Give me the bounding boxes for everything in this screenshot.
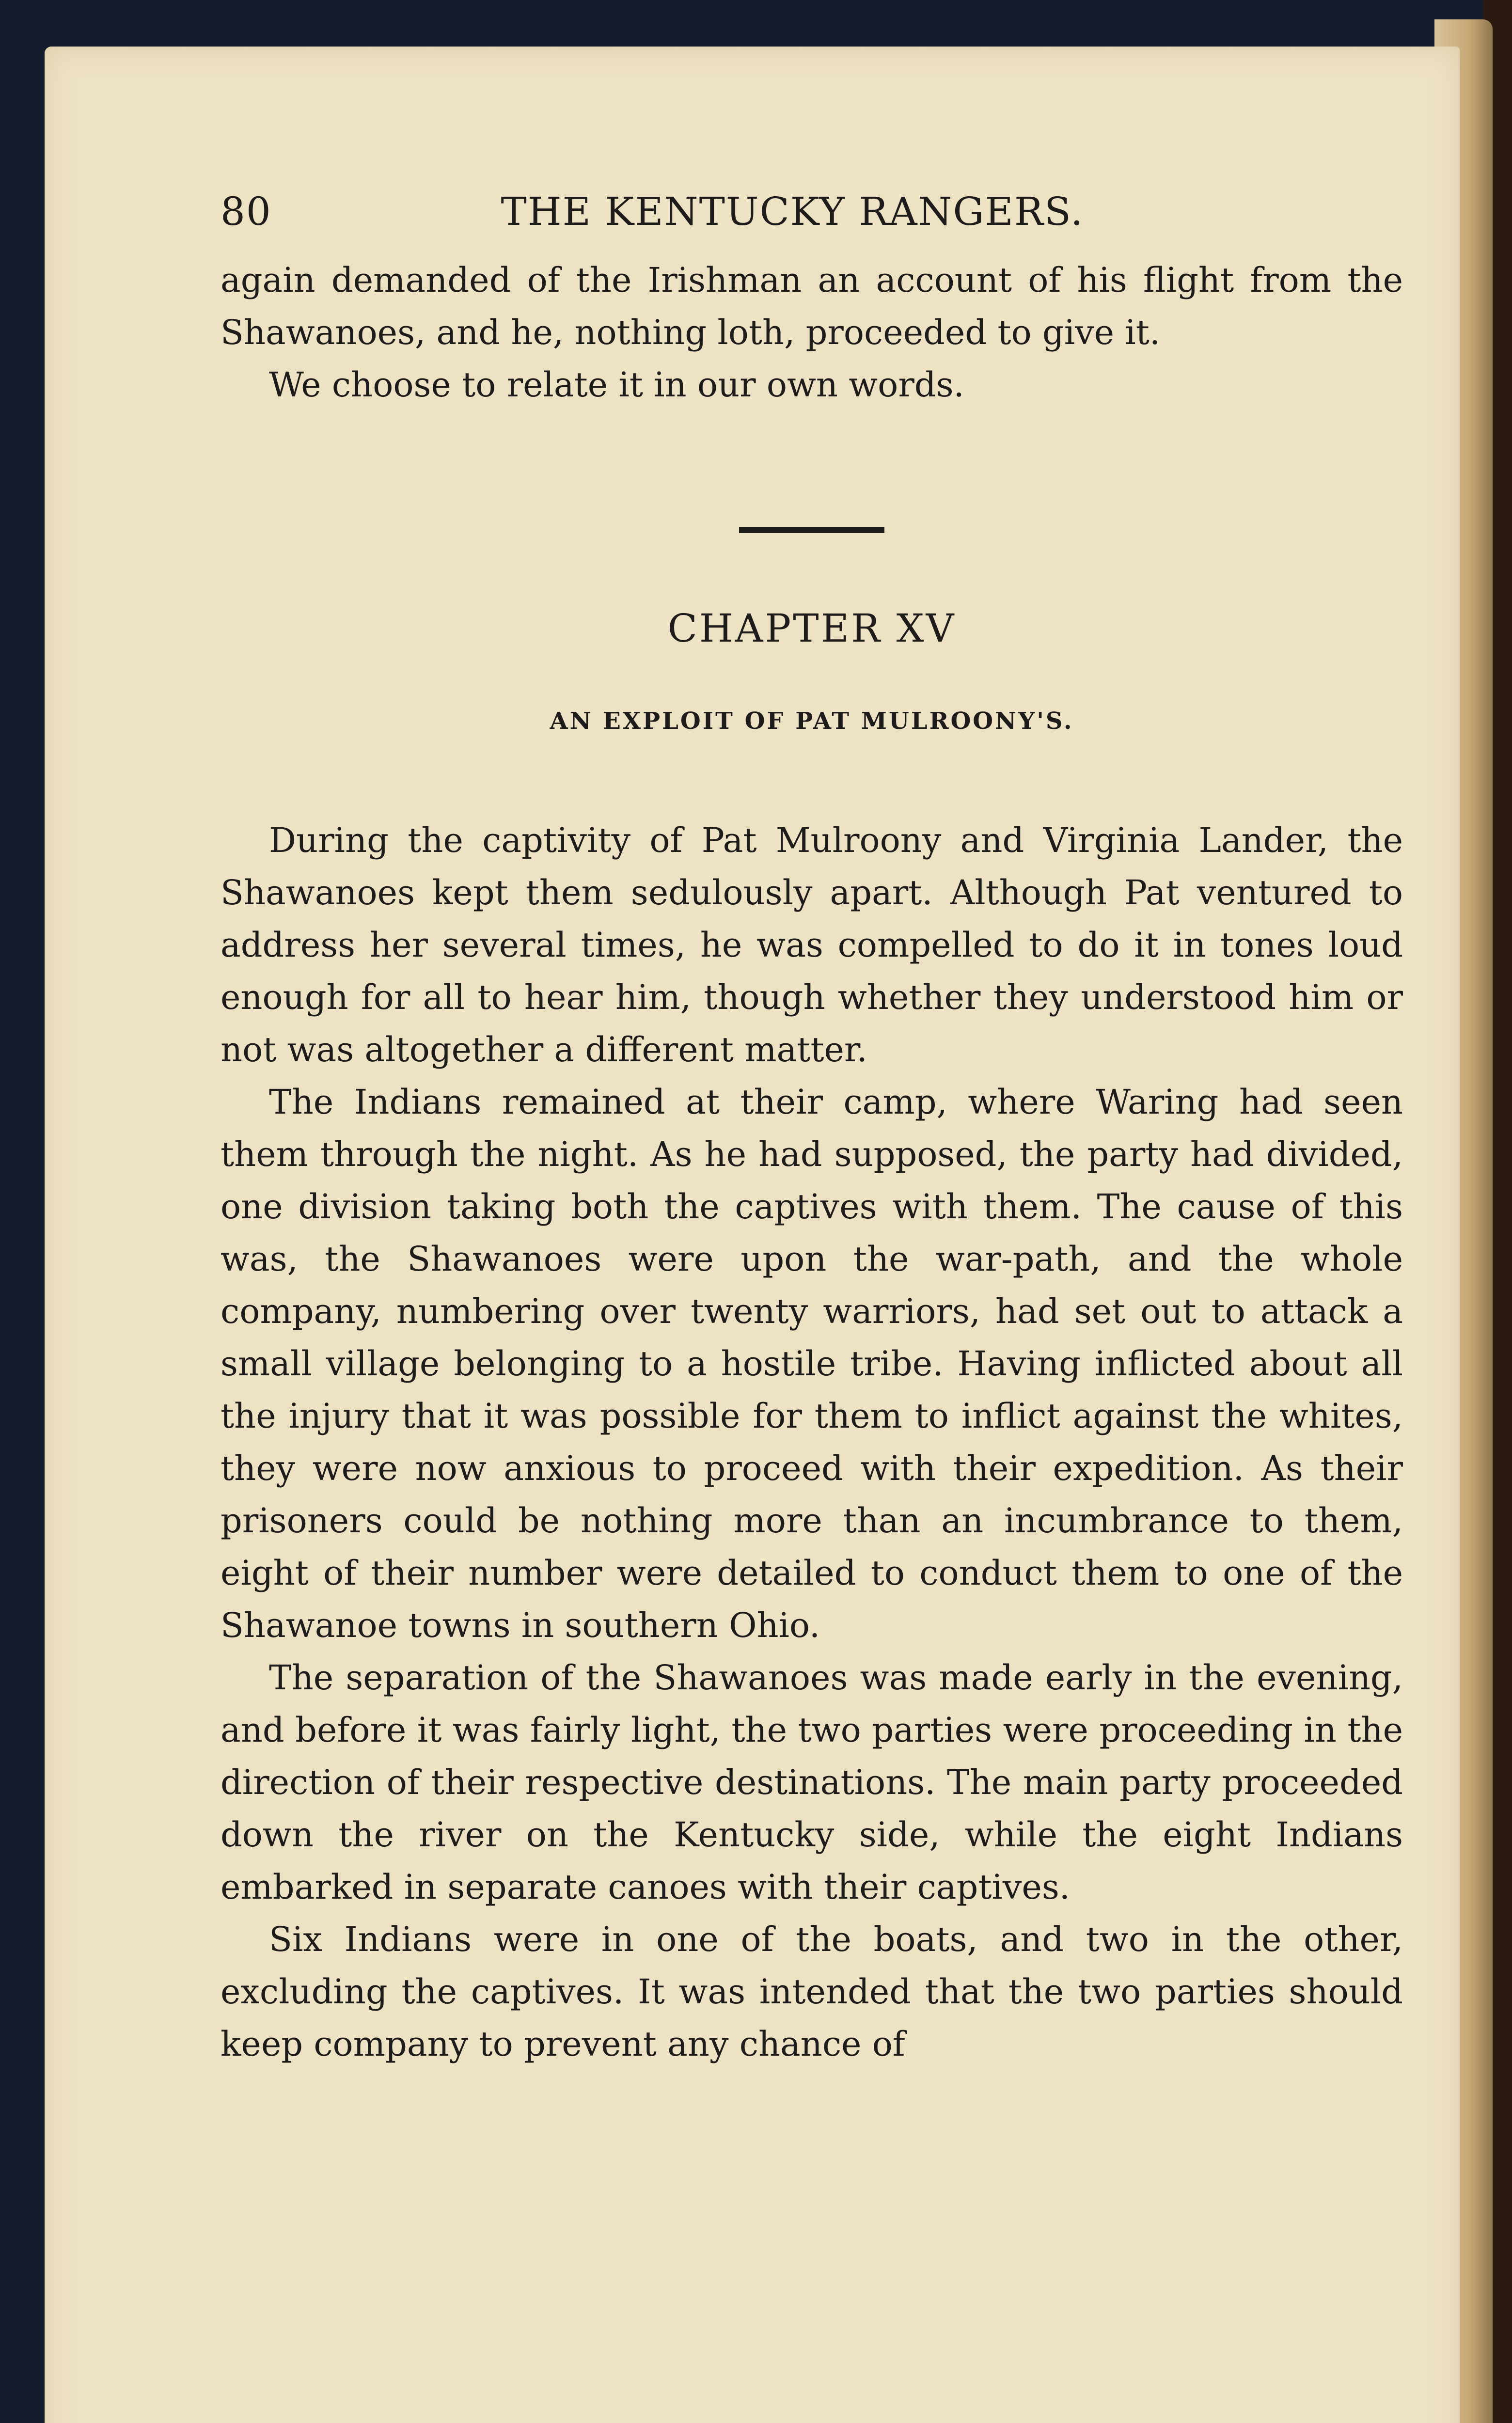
- chapter-title: AN EXPLOIT OF PAT MULROONY'S.: [550, 708, 1074, 735]
- body-paragraph: The separation of the Shawanoes was made early in the evening, and before it was fairly light, the two parties were proceeding in the direction of their respective destinations. The main party proceeded down the river on the Kentucky side, while the eight Indians embarked in separate canoes with their captives.: [220, 1658, 1403, 1907]
- page-header: [220, 189, 1403, 242]
- section-divider: [739, 527, 884, 533]
- intro-paragraph: again demanded of the Irishman an account of his flight from the Shawanoes, and he, nothing loth, proceeded to give it.: [220, 260, 1403, 352]
- intro-paragraph: We choose to relate it in our own words.: [269, 365, 964, 405]
- page-text: [220, 189, 1403, 2070]
- chapter-number: CHAPTER XV: [667, 606, 956, 651]
- running-head: THE KENTUCKY RANGERS.: [501, 189, 1084, 234]
- body-paragraph: Six Indians were in one of the boats, and two in the other, excluding the captives. It was intended that the two parties should keep company to prevent any chance of: [220, 1920, 1403, 2064]
- body-paragraph: During the captivity of Pat Mulroony and Virginia Lander, the Shawanoes kept them sedulously apart. Although Pat ventured to address her several times, he was compelled to do it in tones loud enough for all to hear him, though whether they understood him or not was altogether a different matter.: [220, 820, 1403, 1070]
- body-paragraph: The Indians remained at their camp, where Waring had seen them through the night. As he had supposed, the party had divided, one division taking both the captives with them. The cause of this was, the Shawanoes were upon the war-path, and the whole company, numbering over twenty warriors, had set out to attack a small village belonging to a hostile tribe. Having inflicted about all the injury that it was possible for them to inflict against the whites, they were now anxious to proceed with their expedition. As their prisoners could be nothing more than an incumbrance to them, eight of their number were detailed to conduct them to one of the Shawanoe towns in southern Ohio.: [220, 1082, 1403, 1645]
- page-number: 80: [220, 189, 272, 234]
